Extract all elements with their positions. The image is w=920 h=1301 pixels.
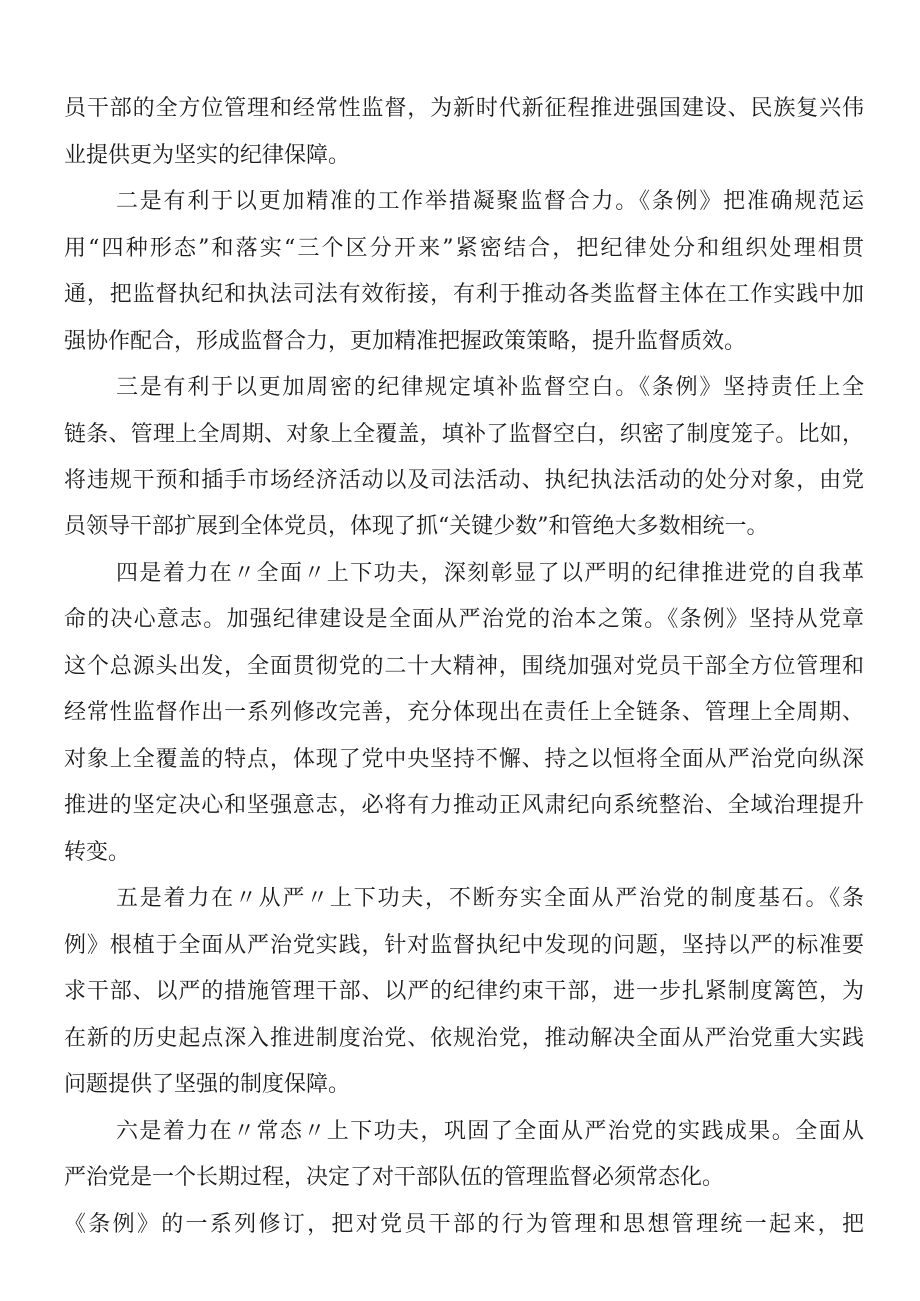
text-line: 转变。 xyxy=(64,840,131,865)
text-line: 用“四种形态”和落实“三个区分开来”紧密结合，把纪律处分和组织处理相贯 xyxy=(64,236,864,261)
text-line: 例》根植于全面从严治党实践，针对监督执纪中发现的问题，坚持以严的标准要 xyxy=(64,933,864,958)
paragraph-lead-line: 四是着力在〃全面〃上下功夫，深刻彰显了以严明的纪律推进党的自我革 xyxy=(116,561,864,586)
text-line: 将违规干预和插手市场经济活动以及司法活动、执纪执法活动的处分对象，由党 xyxy=(64,468,864,493)
text-line: 强协作配合，形成监督合力，更加精准把握政策策略，提升监督质效。 xyxy=(64,329,747,354)
text-line: 经常性监督作出一系列修改完善，充分体现出在责任上全链条、管理上全周期、 xyxy=(64,700,864,725)
text-line: 员领导干部扩展到全体党员，体现了抓“关键少数”和管绝大多数相统一。 xyxy=(64,514,769,539)
text-line: 命的决心意志。加强纪律建设是全面从严治党的治本之策。《条例》坚持从党章 xyxy=(64,607,864,632)
text-line: 严治党是一个长期过程，决定了对干部队伍的管理监督必须常态化。 xyxy=(64,1165,725,1190)
text-line: 链条、管理上全周期、对象上全覆盖，填补了监督空白，织密了制度笼子。比如， xyxy=(64,422,864,447)
paragraph-lead-line: 三是有利于以更加周密的纪律规定填补监督空白。《条例》坚持责任上全 xyxy=(116,375,864,400)
text-line: 通，把监督执纪和执法司法有效衔接，有利于推动各类监督主体在工作实践中加 xyxy=(64,282,864,307)
text-line: 业提供更为坚实的纪律保障。 xyxy=(64,143,351,168)
paragraph-lead-line: 二是有利于以更加精准的工作举措凝聚监督合力。《条例》把准确规范运 xyxy=(116,189,864,214)
paragraph-lead-line: 六是着力在〃常态〃上下功夫，巩固了全面从严治党的实践成果。全面从 xyxy=(116,1119,864,1144)
text-line: 员干部的全方位管理和经常性监督，为新时代新征程推进强国建设、民族复兴伟 xyxy=(64,96,864,121)
text-line: 求干部、以严的措施管理干部、以严的纪律约束干部，进一步扎紧制度篱笆，为 xyxy=(64,979,864,1004)
text-line: 在新的历史起点深入推进制度治党、依规治党，推动解决全面从严治党重大实践 xyxy=(64,1026,864,1051)
text-line: 问题提供了坚强的制度保障。 xyxy=(64,1072,351,1097)
text-line: 这个总源头出发，全面贯彻党的二十大精神，围绕加强对党员干部全方位管理和 xyxy=(64,654,864,679)
text-line: 《条例》的一系列修订，把对党员干部的行为管理和思想管理统一起来，把 xyxy=(64,1212,864,1237)
text-line: 推进的坚定决心和坚强意志，必将有力推动正风肃纪向系统整治、全域治理提升 xyxy=(64,793,864,818)
text-line: 对象上全覆盖的特点，体现了党中央坚持不懈、持之以恒将全面从严治党向纵深 xyxy=(64,747,864,772)
paragraph-lead-line: 五是着力在〃从严〃上下功夫，不断夯实全面从严治党的制度基石。《条 xyxy=(116,886,864,911)
